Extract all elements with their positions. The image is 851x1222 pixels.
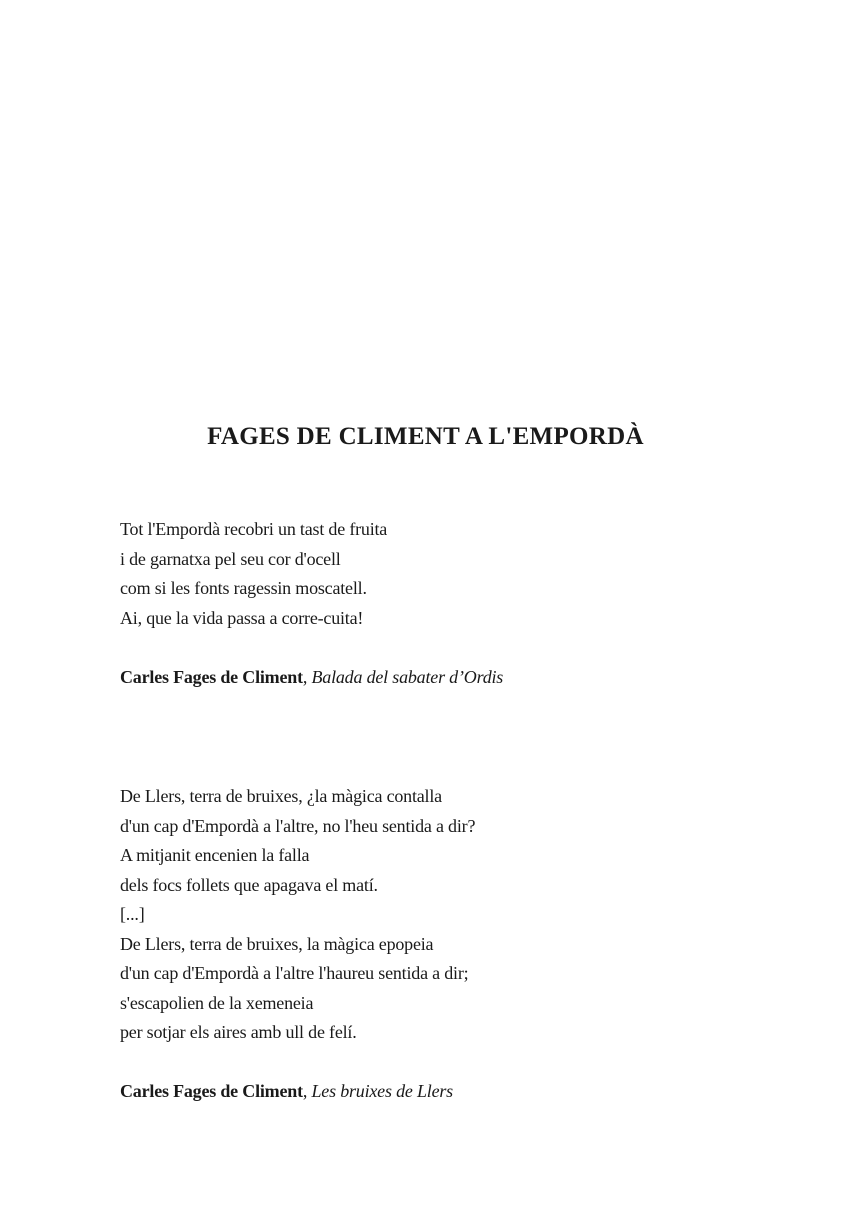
poem-line: d'un cap d'Empordà a l'altre, no l'heu sentida a dir? bbox=[120, 815, 476, 836]
work-title: Balada del sabater d’Ordis bbox=[311, 667, 504, 687]
attribution-separator: , bbox=[302, 667, 312, 687]
attribution-1 bbox=[120, 663, 503, 692]
attribution-2 bbox=[120, 1077, 453, 1106]
poem-line: A mitjanit encenien la falla bbox=[120, 845, 310, 865]
poem-line: dels focs follets que apagava el matí. bbox=[120, 874, 378, 895]
poem-line: com si les fonts ragessin moscatell. bbox=[120, 578, 367, 598]
poem-line: i de garnatxa pel seu cor d'ocell bbox=[120, 548, 341, 569]
poem-line: De Llers, terra de bruixes, ¿la màgica contalla bbox=[120, 786, 442, 806]
poem-excerpt-1 bbox=[120, 515, 387, 633]
poem-line: Tot l'Empordà recobri un tast de fruita bbox=[120, 519, 388, 539]
page-title: FAGES DE CLIMENT A L'EMPORDÀ bbox=[207, 423, 644, 450]
poem-ellipsis: [...] bbox=[120, 904, 145, 924]
author-name: Carles Fages de Climent bbox=[120, 1081, 303, 1101]
poem-line: per sotjar els aires amb ull de felí. bbox=[120, 1022, 357, 1042]
work-title: Les bruixes de Llers bbox=[311, 1081, 453, 1101]
poem-excerpt-2 bbox=[120, 782, 475, 1048]
poem-line: Ai, que la vida passa a corre-cuita! bbox=[120, 607, 364, 628]
poem-line: d'un cap d'Empordà a l'altre l'haureu sentida a dir; bbox=[120, 963, 469, 983]
attribution-separator: , bbox=[302, 1081, 312, 1101]
poem-line: s'escapolien de la xemeneia bbox=[120, 992, 314, 1013]
poem-line: De Llers, terra de bruixes, la màgica epopeia bbox=[120, 933, 434, 954]
author-name: Carles Fages de Climent bbox=[120, 667, 303, 687]
